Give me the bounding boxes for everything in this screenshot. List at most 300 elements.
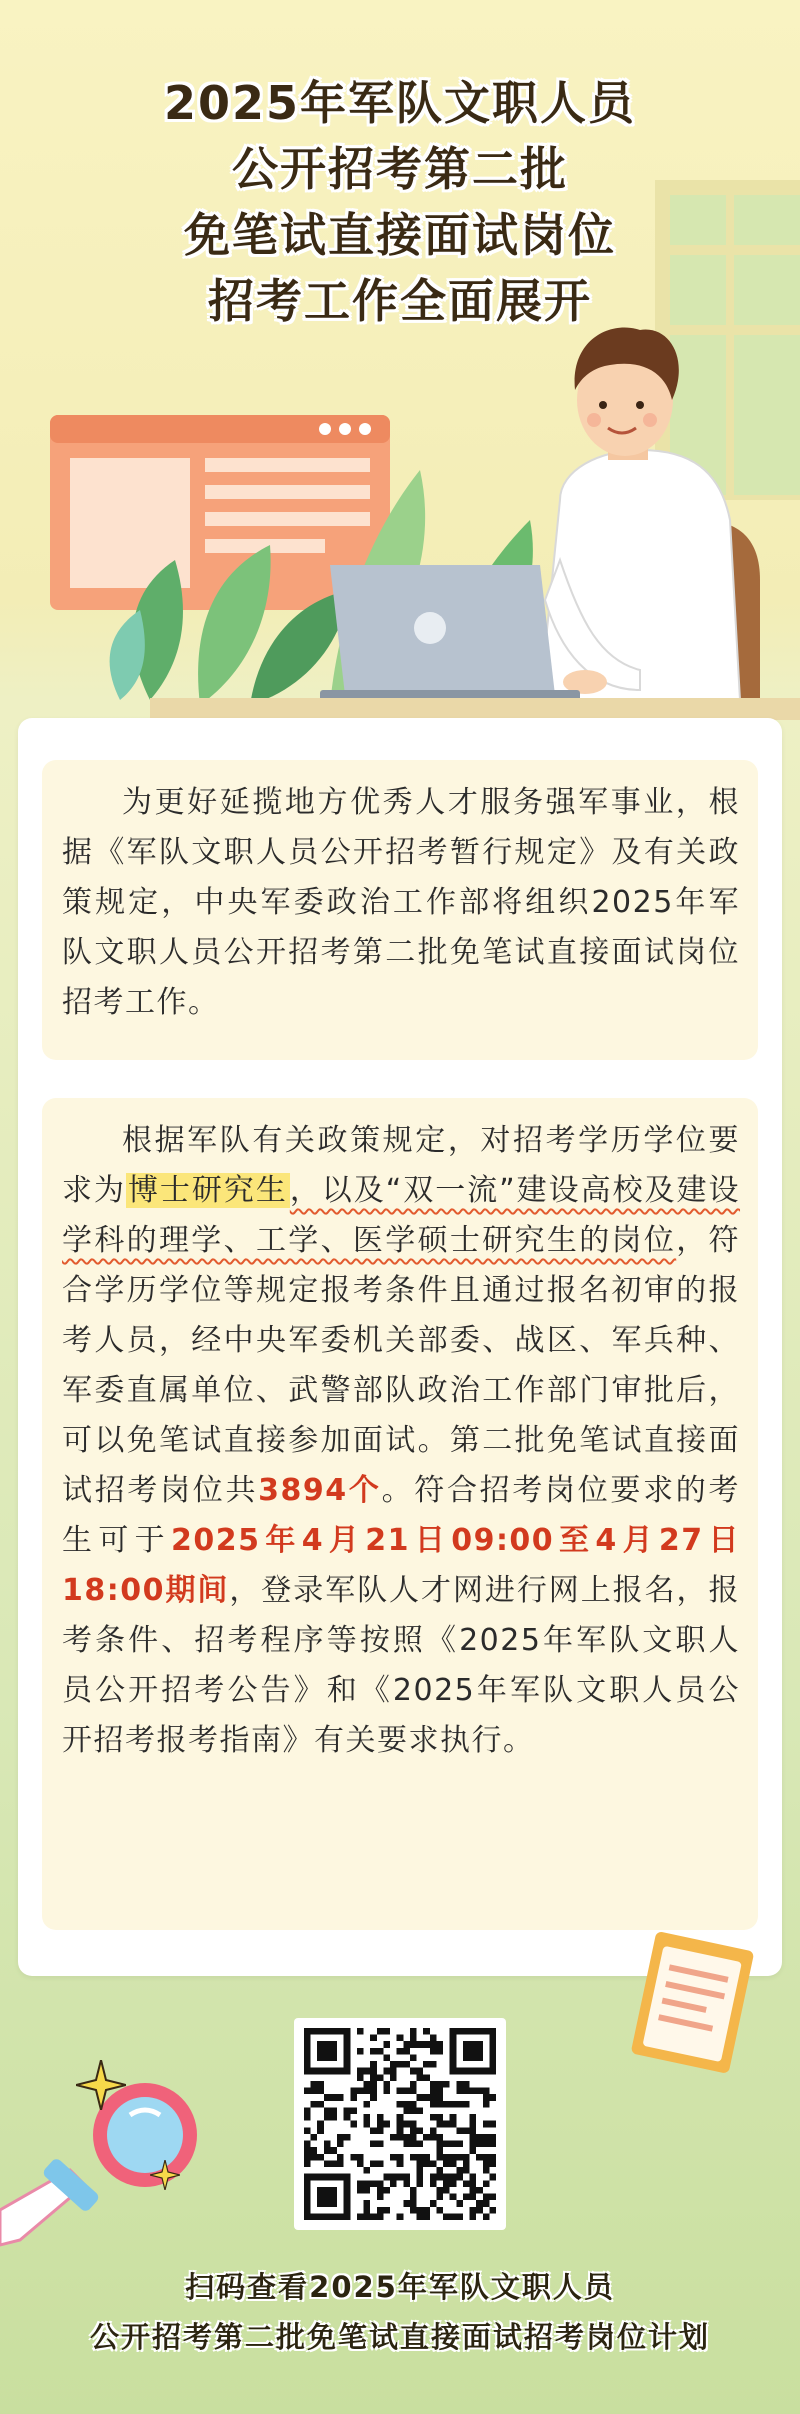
qr-module [410,2107,417,2114]
qr-module [350,2094,357,2101]
qr-module [311,2213,318,2220]
qr-module [377,2141,384,2148]
qr-module [304,2160,311,2167]
qr-module [330,2107,337,2114]
qr-module [470,2068,477,2075]
qr-module [483,2200,490,2207]
qr-module [417,2180,424,2187]
qr-module [463,2088,470,2095]
position-count: 3894个 [258,1473,382,1508]
qr-module [450,2180,457,2187]
qr-module [370,2160,377,2167]
qr-module [330,2054,337,2061]
qr-module [311,2088,318,2095]
qr-module [436,2174,443,2181]
qr-module [397,2114,404,2121]
qr-module [476,2048,483,2055]
qr-module [410,2041,417,2048]
qr-module [456,2081,463,2088]
qr-module [463,2068,470,2075]
qr-module [410,2081,417,2088]
qr-module [436,2187,443,2194]
qr-module [410,2154,417,2161]
qr-module [463,2054,470,2061]
qr-module [410,2101,417,2108]
qr-module [324,2174,331,2181]
qr-module [489,2141,496,2148]
qr-module [324,2054,331,2061]
qr-module [383,2187,390,2194]
qr-module [483,2094,490,2101]
qr-module [317,2174,324,2181]
qr-module [317,2081,324,2088]
qr-module [403,2200,410,2207]
qr-module [403,2107,410,2114]
qr-module [377,2187,384,2194]
qr-module [450,2048,457,2055]
qr-module [483,2160,490,2167]
qr-module [417,2141,424,2148]
qr-module [443,2160,450,2167]
qr-module [450,2041,457,2048]
qr-module [423,2041,430,2048]
qr-module [450,2035,457,2042]
qr-module [483,2088,490,2095]
qr-module [324,2147,331,2154]
qr-module [410,2054,417,2061]
qr-module [463,2180,470,2187]
qr-module [403,2041,410,2048]
qr-module [350,2088,357,2095]
qr-module [403,2101,410,2108]
qr-module [344,2114,351,2121]
qr-module [350,2121,357,2128]
qr-module [330,2200,337,2207]
qr-module [317,2121,324,2128]
qr-module [383,2121,390,2128]
qr-module [304,2107,311,2114]
qr-module [344,2180,351,2187]
qr-module [417,2160,424,2167]
qr-module [337,2028,344,2035]
qr-module [304,2127,311,2134]
master-requirement-text: ，以及“双一流”建设高校及建设学科的理学、工学、医学硕士研究生的岗位 [62,1173,741,1258]
qr-module [430,2174,437,2181]
qr-module [370,2141,377,2148]
qr-module [330,2114,337,2121]
qr-module [397,2061,404,2068]
qr-module [304,2207,311,2214]
qr-module [483,2213,490,2220]
qr-module [423,2160,430,2167]
qr-module [317,2054,324,2061]
qr-module [436,2121,443,2128]
qr-module [417,2213,424,2220]
qr-module [377,2207,384,2214]
qr-module [304,2213,311,2220]
qr-module [483,2068,490,2075]
qr-module [423,2134,430,2141]
qr-module [450,2061,457,2068]
qr-module [483,2141,490,2148]
qr-module [357,2048,364,2055]
qr-module [324,2141,331,2148]
qr-module [417,2074,424,2081]
qr-module [463,2194,470,2201]
qr-module [337,2068,344,2075]
qr-module [456,2167,463,2174]
qr-module [377,2180,384,2187]
qr-module [423,2061,430,2068]
qr-module [304,2147,311,2154]
qr-module [390,2074,397,2081]
qr-code[interactable] [294,2018,506,2230]
qr-module [483,2154,490,2161]
qr-module [311,2174,318,2181]
title-line-1: 2025年军队文职人员 [163,76,637,130]
qr-module [304,2041,311,2048]
qr-module [470,2028,477,2035]
qr-module [436,2134,443,2141]
qr-module [443,2174,450,2181]
qr-module [397,2101,404,2108]
qr-module [489,2068,496,2075]
qr-module [489,2035,496,2042]
qr-module [423,2028,430,2035]
qr-module [364,2213,371,2220]
qr-module [436,2167,443,2174]
qr-module [370,2094,377,2101]
qr-module [450,2101,457,2108]
qr-module [463,2127,470,2134]
qr-module [450,2114,457,2121]
qr-module [410,2194,417,2201]
qr-module [430,2061,437,2068]
qr-module [344,2054,351,2061]
qr-module [357,2160,364,2167]
qr-module [410,2035,417,2042]
qr-module [357,2088,364,2095]
qr-module [403,2174,410,2181]
qr-module [423,2213,430,2220]
qr-module [330,2028,337,2035]
qr-module [383,2207,390,2214]
qr-module [430,2180,437,2187]
qr-module [483,2134,490,2141]
qr-module [443,2154,450,2161]
qr-module [330,2147,337,2154]
qr-module [390,2068,397,2075]
qr-module [456,2101,463,2108]
qr-module [397,2160,404,2167]
qr-module [317,2200,324,2207]
qr-module [403,2134,410,2141]
qr-module [344,2194,351,2201]
qr-module [390,2154,397,2161]
qr-module [443,2213,450,2220]
qr-module [397,2127,404,2134]
qr-module [370,2088,377,2095]
qr-module [397,2154,404,2161]
qr-module [470,2207,477,2214]
qr-module [456,2127,463,2134]
qr-module [370,2081,377,2088]
qr-module [397,2035,404,2042]
qr-module [390,2061,397,2068]
qr-module [397,2048,404,2055]
qr-module [344,2207,351,2214]
qr-module [436,2088,443,2095]
qr-module [403,2061,410,2068]
qr-module [489,2160,496,2167]
qr-module [476,2207,483,2214]
qr-module [410,2127,417,2134]
qr-module [357,2154,364,2161]
qr-module [330,2094,337,2101]
qr-module [364,2114,371,2121]
qr-module [304,2174,311,2181]
qr-module [304,2114,311,2121]
qr-module [337,2154,344,2161]
qr-module [456,2200,463,2207]
qr-module [463,2048,470,2055]
qr-module [476,2068,483,2075]
qr-module [397,2174,404,2181]
qr-module [436,2081,443,2088]
qr-module [463,2167,470,2174]
qr-module [397,2121,404,2128]
qr-module [456,2028,463,2035]
qr-module [377,2160,384,2167]
footer-caption [0,2262,800,2362]
qr-module [436,2101,443,2108]
qr-module [450,2121,457,2128]
qr-module [450,2194,457,2201]
qr-module [430,2088,437,2095]
qr-module [357,2213,364,2220]
title-line-4: 招考工作全面展开 [208,274,592,328]
qr-module [330,2068,337,2075]
qr-module [489,2094,496,2101]
qr-module [317,2213,324,2220]
qr-module [463,2154,470,2161]
qr-module [417,2174,424,2181]
qr-module [344,2048,351,2055]
qr-module [377,2121,384,2128]
qr-module [330,2174,337,2181]
qr-module [344,2213,351,2220]
qr-module [430,2041,437,2048]
qr-module [423,2154,430,2161]
qr-module [436,2147,443,2154]
qr-module [317,2187,324,2194]
qr-module [337,2134,344,2141]
qr-module [403,2088,410,2095]
qr-module [304,2154,311,2161]
detail-paragraph [62,1116,740,1766]
qr-module [450,2154,457,2161]
qr-module [417,2167,424,2174]
qr-module [410,2141,417,2148]
qr-module [344,2041,351,2048]
qr-code-icon [304,2028,496,2220]
qr-module [357,2068,364,2075]
qr-module [456,2088,463,2095]
qr-module [344,2187,351,2194]
qr-module [410,2088,417,2095]
qr-module [436,2154,443,2161]
qr-module [489,2121,496,2128]
qr-module [304,2028,311,2035]
qr-module [410,2134,417,2141]
qr-module [324,2187,331,2194]
qr-module [330,2187,337,2194]
qr-module [463,2028,470,2035]
qr-module [330,2041,337,2048]
qr-module [397,2088,404,2095]
qr-module [304,2194,311,2201]
qr-module [456,2154,463,2161]
qr-module [450,2054,457,2061]
qr-module [489,2207,496,2214]
qr-module [377,2194,384,2201]
qr-module [330,2048,337,2055]
qr-module [390,2180,397,2187]
qr-module [324,2200,331,2207]
qr-module [304,2200,311,2207]
qr-module [410,2068,417,2075]
qr-module [370,2061,377,2068]
qr-module [377,2074,384,2081]
qr-module [403,2180,410,2187]
qr-module [311,2101,318,2108]
qr-module [489,2134,496,2141]
qr-module [470,2127,477,2134]
qr-module [417,2094,424,2101]
qr-module [344,2134,351,2141]
qr-module [423,2074,430,2081]
qr-module [324,2041,331,2048]
qr-module [304,2187,311,2194]
qr-module [443,2121,450,2128]
qr-module [430,2101,437,2108]
qr-module [383,2174,390,2181]
qr-module [443,2081,450,2088]
qr-module [489,2028,496,2035]
qr-module [443,2187,450,2194]
qr-module [403,2141,410,2148]
qr-module [317,2194,324,2201]
qr-module [357,2187,364,2194]
qr-module [436,2094,443,2101]
qr-module [317,2041,324,2048]
qr-module [364,2081,371,2088]
qr-module [324,2048,331,2055]
qr-module [483,2028,490,2035]
qr-module [470,2088,477,2095]
detail-paragraph-box [42,1098,758,1930]
qr-module [470,2114,477,2121]
qr-module [430,2094,437,2101]
detail-mid-text: ，符合学历学位等规定报考条件且通过报名初审的报考人员，经中央军委机关部委、战区、军兵种、军委直属单位、武警部队政治工作部门审批后，可以免笔试直接参加面试。第二批免笔试直接面试招考岗位共 [62,1223,741,1508]
qr-module [311,2134,318,2141]
qr-module [304,2141,311,2148]
qr-module [370,2180,377,2187]
qr-module [390,2174,397,2181]
qr-module [304,2061,311,2068]
detail-end-text: ，登录军队人才网进行网上报名，报考条件、招考程序等按照《2025年军队文职人员公开招考公告》和《2025年军队文职人员公开招考报考指南》有关要求执行。 [62,1573,740,1758]
qr-module [311,2068,318,2075]
qr-module [456,2174,463,2181]
qr-module [324,2213,331,2220]
footer-line-1: 扫码查看2025年军队文职人员 [185,2270,615,2304]
detail-intro-text: 根据军队有关政策规定，对招考学历学位要求为 [62,1123,740,1208]
qr-module [350,2154,357,2161]
qr-module [470,2194,477,2201]
qr-module [423,2207,430,2214]
qr-module [470,2048,477,2055]
qr-module [436,2141,443,2148]
qr-module [311,2028,318,2035]
qr-module [463,2160,470,2167]
qr-module [317,2028,324,2035]
qr-module [456,2141,463,2148]
qr-module [364,2200,371,2207]
qr-module [364,2207,371,2214]
qr-module [456,2213,463,2220]
qr-module [324,2028,331,2035]
qr-module [430,2035,437,2042]
qr-module [470,2054,477,2061]
qr-module [450,2028,457,2035]
registration-period: 2025年4月21日09:00至4月27日18:00期间 [62,1523,741,1608]
qr-module [483,2167,490,2174]
qr-module [470,2180,477,2187]
qr-module [417,2127,424,2134]
qr-module [337,2141,344,2148]
qr-module [450,2160,457,2167]
qr-module [383,2068,390,2075]
qr-module [337,2160,344,2167]
qr-module [383,2054,390,2061]
page-title [0,70,800,334]
qr-module [463,2081,470,2088]
qr-module [470,2041,477,2048]
qr-module [436,2048,443,2055]
qr-module [304,2035,311,2042]
title-line-2: 公开招考第二批 [232,142,568,196]
qr-module [311,2147,318,2154]
qr-module [364,2167,371,2174]
qr-module [476,2134,483,2141]
qr-module [436,2041,443,2048]
qr-module [476,2088,483,2095]
intro-paragraph: 为更好延揽地方优秀人才服务强军事业，根据《军队文职人员公开招考暂行规定》及有关政策规定，中央军委政治工作部将组织2025年军队文职人员公开招考第二批免笔试直接面试岗位招考工作。 [62,785,740,1020]
qr-module [483,2121,490,2128]
qr-module [450,2213,457,2220]
qr-module [430,2114,437,2121]
qr-module [483,2180,490,2187]
qr-module [330,2194,337,2201]
qr-module [410,2200,417,2207]
qr-module [470,2174,477,2181]
qr-module [443,2180,450,2187]
qr-module [377,2048,384,2055]
intro-paragraph-box [42,760,758,1060]
qr-module [470,2187,477,2194]
qr-module [317,2088,324,2095]
qr-module [489,2154,496,2161]
